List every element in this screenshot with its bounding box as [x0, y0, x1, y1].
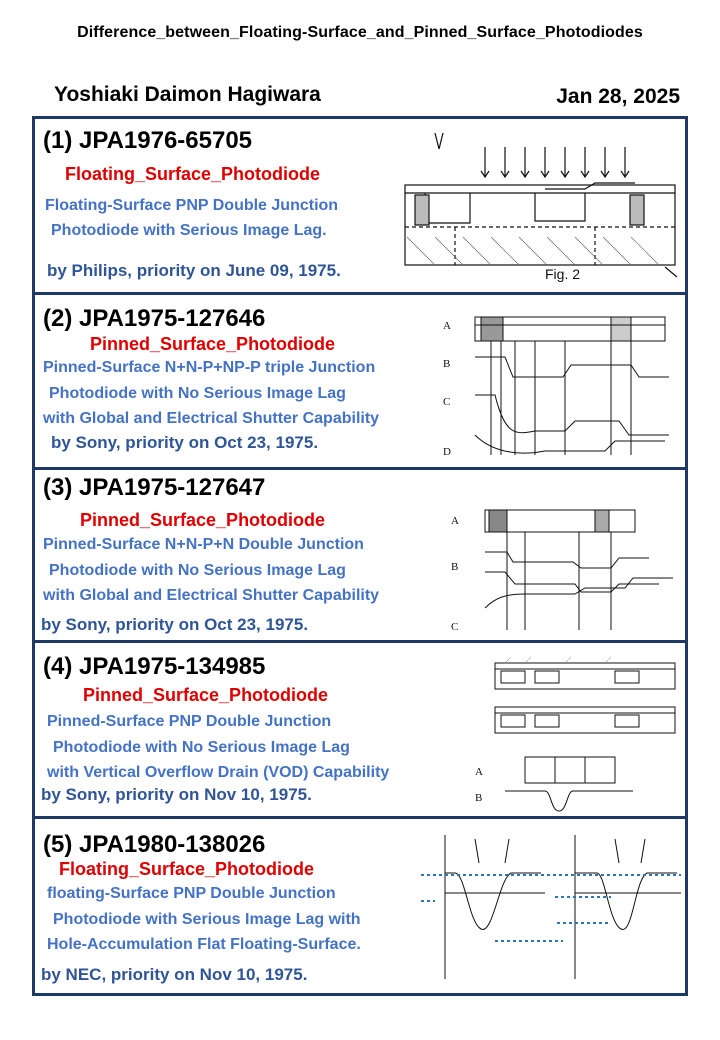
patent-description-line-3: Hole-Accumulation Flat Floating-Surface. [47, 936, 361, 953]
patent-description-line-1: Pinned-Surface N+N-P+N Double Junction [43, 536, 364, 553]
patent-description-line-3: with Vertical Overflow Drain (VOD) Capability [47, 764, 390, 781]
patent-priority: by Sony, priority on Oct 23, 1975. [41, 615, 309, 634]
photodiode-type: Floating_Surface_Photodiode [65, 164, 321, 184]
patent-id: (3) JPA1975-127647 [43, 474, 266, 501]
svg-text:B: B [475, 792, 483, 804]
floating-photodiode-cross-section-figure [395, 127, 685, 285]
patent-description-line-1: Pinned-Surface N+N-P+NP-P triple Junction [43, 359, 376, 376]
potential-diagram-figure [435, 305, 683, 465]
patent-description-line-1: Floating-Surface PNP Double Junction [45, 197, 339, 214]
photodiode-type: Pinned_Surface_Photodiode [83, 685, 329, 705]
patent-id: (4) JPA1975-134985 [43, 653, 266, 680]
patent-panel-4 [35, 643, 685, 819]
patent-id: (2) JPA1975-127646 [43, 305, 266, 332]
patent-description-line-2: Photodiode with No Serious Image Lag [53, 739, 350, 756]
svg-text:B: B [443, 358, 451, 370]
patent-priority: by NEC, priority on Nov 10, 1975. [41, 965, 308, 984]
svg-text:D: D [443, 446, 451, 458]
figure-label: Fig. 2 [545, 266, 581, 282]
patent-description-line-2: Photodiode with No Serious Image Lag [49, 385, 346, 402]
patent-priority: by Sony, priority on Oct 23, 1975. [51, 433, 319, 452]
patent-priority: by Philips, priority on June 09, 1975. [47, 261, 341, 280]
potential-diagram-figure [445, 480, 683, 638]
svg-text:A: A [443, 320, 451, 332]
patent-id: (5) JPA1980-138026 [43, 831, 266, 858]
patent-description-line-1: floating-Surface PNP Double Junction [47, 885, 336, 902]
patent-description-line-3: with Global and Electrical Shutter Capability [43, 587, 380, 604]
patent-priority: by Sony, priority on Nov 10, 1975. [41, 785, 312, 804]
document-date: Jan 28, 2025 [556, 85, 680, 108]
patent-list-frame [32, 116, 688, 996]
patent-description-line-1: Pinned-Surface PNP Double Junction [47, 713, 332, 730]
svg-text:B: B [451, 561, 459, 573]
patent-description-line-2: Photodiode with Serious Image Lag. [51, 222, 327, 239]
svg-text:A: A [451, 515, 459, 527]
patent-panel-1 [35, 119, 685, 295]
patent-id: (1) JPA1976-65705 [43, 127, 253, 154]
patent-panel-5 [35, 819, 685, 993]
potential-well-figure [415, 833, 683, 983]
svg-text:C: C [443, 396, 451, 408]
patent-description-line-3: with Global and Electrical Shutter Capability [43, 410, 380, 427]
svg-text:C: C [451, 621, 459, 633]
patent-panel-2 [35, 295, 685, 470]
photodiode-type: Floating_Surface_Photodiode [59, 859, 315, 879]
patent-description-line-2: Photodiode with No Serious Image Lag [49, 562, 346, 579]
patent-panel-3 [35, 470, 685, 643]
patent-description-line-2: Photodiode with Serious Image Lag with [53, 911, 361, 928]
page-title: Difference_between_Floating-Surface_and_Pinned_Surface_Photodiodes [77, 24, 643, 41]
cross-section-and-potential-figure [465, 649, 683, 815]
author-name: Yoshiaki Daimon Hagiwara [54, 83, 321, 106]
photodiode-type: Pinned_Surface_Photodiode [90, 334, 336, 354]
photodiode-type: Pinned_Surface_Photodiode [80, 510, 326, 530]
svg-text:A: A [475, 766, 483, 778]
